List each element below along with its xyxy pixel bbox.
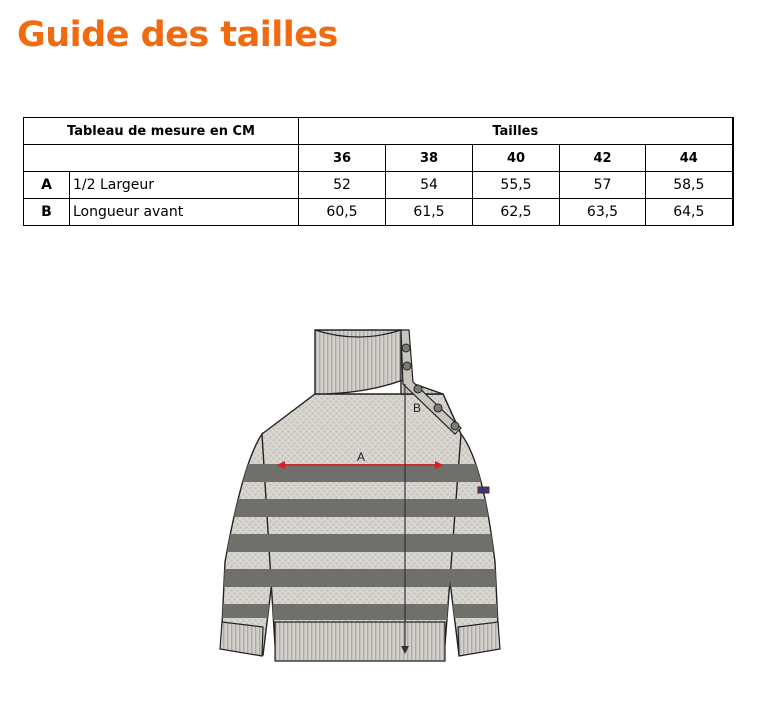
measure-code: B	[24, 199, 70, 226]
button	[451, 422, 459, 430]
measure-value: 58,5	[646, 172, 733, 199]
measure-b-label: B	[413, 401, 422, 415]
hem-ribbing	[275, 622, 445, 661]
size-chart-table	[23, 117, 734, 226]
right-cuff	[458, 622, 500, 656]
measure-value: 61,5	[386, 199, 473, 226]
empty-cell	[24, 145, 299, 172]
table-row	[24, 199, 733, 226]
size-header: 40	[473, 145, 560, 172]
sizes-row	[24, 145, 733, 172]
left-cuff	[220, 622, 263, 656]
measure-value: 60,5	[299, 199, 386, 226]
measure-a-label: A	[357, 450, 366, 464]
button	[402, 344, 410, 352]
sleeve-label	[478, 487, 489, 493]
measure-value: 52	[299, 172, 386, 199]
button	[414, 385, 422, 393]
turtleneck-collar	[315, 330, 443, 394]
table-caption: Tableau de mesure en CM	[24, 118, 299, 145]
table-header-row	[24, 118, 733, 145]
measure-value: 54	[386, 172, 473, 199]
measure-value: 57	[560, 172, 646, 199]
measure-value: 55,5	[473, 172, 560, 199]
page-title: Guide des tailles	[17, 15, 338, 55]
sizes-group-header: Tailles	[299, 118, 733, 145]
size-header: 38	[386, 145, 473, 172]
button	[434, 404, 442, 412]
measure-label: 1/2 Largeur	[70, 172, 299, 199]
measure-value: 62,5	[473, 199, 560, 226]
button	[403, 362, 411, 370]
measure-value: 64,5	[646, 199, 733, 226]
size-header: 42	[560, 145, 646, 172]
measure-value: 63,5	[560, 199, 646, 226]
table-row	[24, 172, 733, 199]
measure-code: A	[24, 172, 70, 199]
sweater-illustration	[215, 322, 505, 677]
measure-label: Longueur avant	[70, 199, 299, 226]
size-header: 36	[299, 145, 386, 172]
size-header: 44	[646, 145, 733, 172]
